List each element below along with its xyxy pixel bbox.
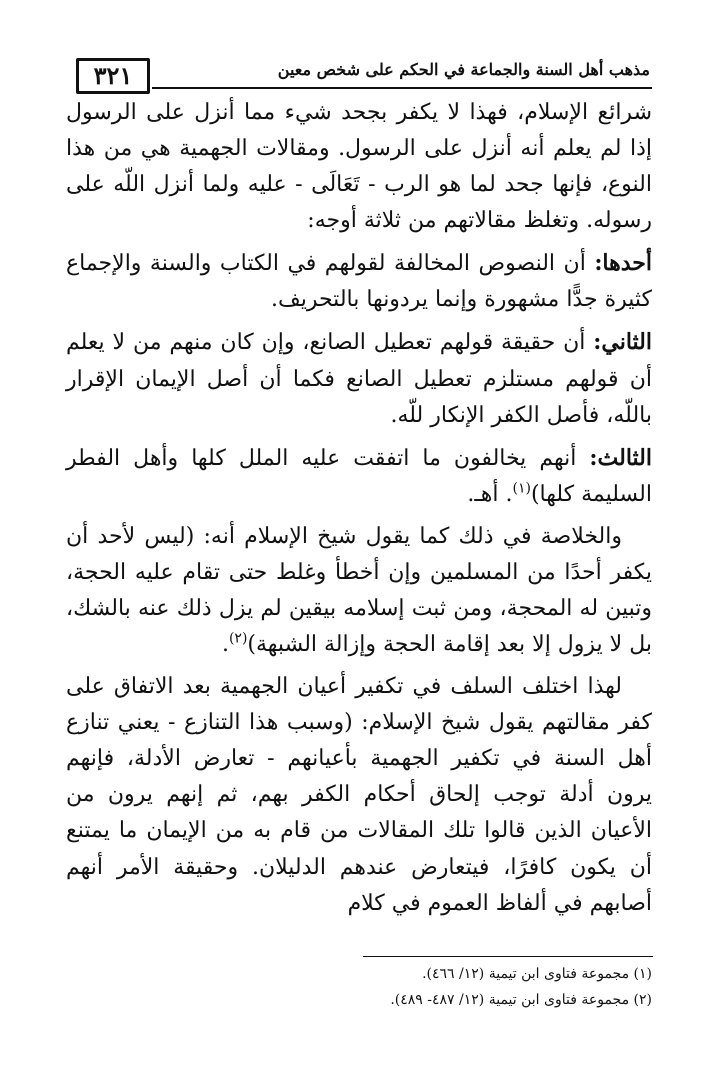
paragraph-term: أحدها:	[594, 250, 652, 277]
paragraph-1	[66, 95, 652, 239]
paragraph-term: الثالث:	[589, 444, 652, 471]
footnote-item	[66, 988, 652, 1014]
footnote-marker: (١)	[633, 966, 652, 982]
paragraph-text: أن النصوص المخالفة لقولهم في الكتاب والسنة والإجماع كثيرة جدًّا مشهورة وإنما يردونها بالتحريف.	[66, 251, 652, 313]
footnote-marker: (٢)	[633, 991, 652, 1008]
paragraph-3	[66, 324, 652, 433]
paragraph-text: والخلاصة في ذلك كما يقول شيخ الإسلام أنه: (ليس لأحد أن يكفر أحدًا من المسلمين وإن أخطأ وغلط حتى تقام عليه الحجة، وتبين له المحجة، ومن ثبت إسلامه بيقين لم يزل ذلك عنه بالشك، بل لا يزول إلا بعد إقامة الحجة وإزالة الشبهة)	[66, 523, 652, 658]
footnote-reference: (٢)	[228, 630, 248, 647]
running-title: مذهب أهل السنة والجماعة في الحكم على شخص معين	[277, 60, 650, 79]
paragraph-tail: . أهـ.	[467, 481, 513, 507]
paragraph-2	[66, 245, 652, 318]
page-number: ٣٢١	[76, 58, 150, 94]
footnote-divider	[363, 956, 653, 957]
paragraph-6	[66, 669, 652, 922]
paragraph-tail: .	[221, 632, 229, 658]
footnote-text: مجموعة فتاوى ابن تيمية (١٢/ ٤٦٦).	[422, 966, 630, 982]
header-divider	[152, 87, 652, 89]
paragraph-term: الثاني:	[593, 329, 652, 356]
page-body	[66, 95, 652, 928]
paragraph-4	[66, 440, 652, 513]
paragraph-text: لهذا اختلف السلف في تكفير أعيان الجهمية بعد الاتفاق على كفر مقالتهم يقول شيخ الإسلام: (وسبب هذا التنازع - يعني تنازع أهل السنة في تكفير الجهمية بأعيانهم - تعارض الأدلة، فإنهم يرون أدلة توجب إلحاق أحكام الكفر بهم، ثم إنهم يرون من الأعيان الذين قالوا تلك المقالات من قام به من الإيمان ما يمتنع أن يكون كافرًا، فيتعارض عندهم الدليلان. وحقيقة الأمر أنهم أصابهم في ألفاظ العموم في كلام	[66, 674, 652, 916]
paragraph-text: شرائع الإسلام، فهذا لا يكفر بجحد شيء مما أنزل على الرسول إذا لم يعلم أنه أنزل على الرسول. ومقالات الجهمية هي من هذا النوع، فإنها جحد لما هو الرب - تَعَالَى - عليه ولما أنزل اللّه على رسوله. وتغلظ مقالاتهم من ثلاثة أوجه:	[66, 100, 652, 234]
footnote-reference: (١)	[512, 480, 531, 497]
paragraph-5	[66, 519, 652, 663]
paragraph-text: أنهم يخالفون ما اتفقت عليه الملل كلها وأهل الفطر السليمة كلها)	[66, 445, 652, 507]
footnote-text: مجموعة فتاوى ابن تيمية (١٢/ ٤٨٧- ٤٨٩).	[390, 991, 630, 1008]
footnote-item	[66, 962, 652, 988]
footnotes	[66, 962, 652, 1014]
paragraph-text: أن حقيقة قولهم تعطيل الصانع، وإن كان منهم من لا يعلم أن قولهم مستلزم تعطيل الصانع فكما أن أصل الإيمان الإقرار باللّه، فأصل الكفر الإنكار للّه.	[66, 330, 652, 428]
